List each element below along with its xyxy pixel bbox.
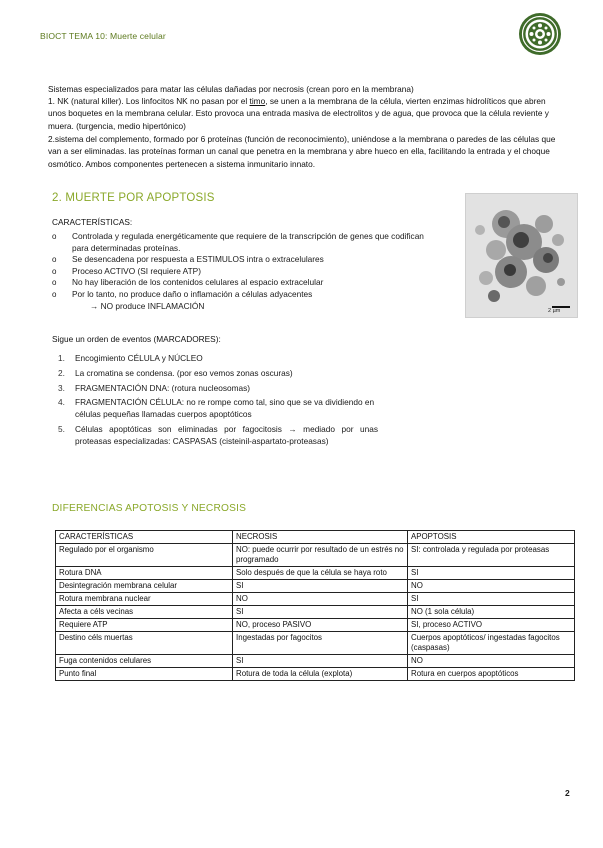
table-cell: NO (1 sola célula) xyxy=(408,606,575,619)
table-cell: Rotura de toda la célula (explota) xyxy=(233,668,408,681)
table-row xyxy=(56,606,575,619)
characteristic-item xyxy=(52,266,440,278)
table-row xyxy=(56,619,575,632)
characteristics-list xyxy=(52,231,440,312)
characteristic-text: Proceso ACTIVO (SI requiere ATP) xyxy=(72,265,201,276)
apoptosis-section-title: 2. MUERTE POR APOPTOSIS xyxy=(52,192,215,204)
table-row xyxy=(56,544,575,567)
bullet-marker: o xyxy=(52,255,57,265)
table-row xyxy=(56,567,575,580)
characteristic-text: No hay liberación de los contenidos celulares al espacio extracelular xyxy=(72,277,324,288)
nk-cells-paragraph xyxy=(48,95,563,132)
marker-number: 1. xyxy=(58,353,65,363)
table-cell: Punto final xyxy=(56,668,233,681)
header-cell: CARACTERÍSTICAS xyxy=(56,531,233,544)
characteristic-item xyxy=(52,289,440,301)
markers-heading: Sigue un orden de eventos (MARCADORES): xyxy=(52,334,221,344)
marker-text: FRAGMENTACIÓN DNA: (rotura nucleosomas) xyxy=(75,382,251,393)
marker-number: 4. xyxy=(58,397,65,408)
marker-text: FRAGMENTACIÓN CÉLULA: no re rompe como tal, sino que se va dividiendo en células pequeñas llamadas cuerpos apoptóticos xyxy=(75,397,375,420)
comparison-table-body xyxy=(56,531,575,681)
table-cell: Destino céls muertas xyxy=(56,632,233,655)
table-cell: Desintegración membrana celular xyxy=(56,580,233,593)
characteristics-heading: CARACTERÍSTICAS: xyxy=(52,217,133,227)
marker-text: La cromatina se condensa. (por eso vemos zonas oscuras) xyxy=(75,367,293,378)
bullet-marker: o xyxy=(52,289,57,299)
table-cell: SI: controlada y regulada por proteasas xyxy=(408,544,575,567)
bullet-marker: o xyxy=(52,278,57,288)
table-cell: NO, proceso PASIVO xyxy=(233,619,408,632)
header-cell: APOPTOSIS xyxy=(408,531,575,544)
table-cell: Requiere ATP xyxy=(56,619,233,632)
header-cell: NECROSIS xyxy=(233,531,408,544)
table-header-row xyxy=(56,531,575,544)
table-cell: Rotura en cuerpos apoptóticos xyxy=(408,668,575,681)
university-seal-icon xyxy=(518,12,562,56)
table-row xyxy=(56,668,575,681)
document-header-title: BIOCT TEMA 10: Muerte celular xyxy=(40,31,166,41)
page-number: 2 xyxy=(565,788,570,798)
table-cell: Fuga contenidos celulares xyxy=(56,655,233,668)
table-row xyxy=(56,655,575,668)
complement-system-paragraph: 2.sistema del complemento, formado por 6 proteínas (función de reconocimiento), uniéndose a la membrana o paredes de las células que van a ser eliminadas. las proteínas forman un canal que penetra en la membrana y abre hueco en ella, facilitando la entrada y el choque osmótico. Ambos componentes pertenecen a sistema inmunitario innato. xyxy=(48,134,556,169)
table-cell: SI, proceso ACTIVO xyxy=(408,619,575,632)
marker-number: 5. xyxy=(58,423,65,434)
characteristic-text: Por lo tanto, no produce daño o inflamación a células adyacentes xyxy=(72,288,313,299)
characteristic-item xyxy=(52,254,440,266)
table-cell: Afecta a céls vecinas xyxy=(56,606,233,619)
no-inflammation-text: → NO produce INFLAMACIÓN xyxy=(90,300,205,311)
necrosis-systems-lead: Sistemas especializados para matar las células dañadas por necrosis (crean poro en la membrana) xyxy=(48,84,414,94)
table-cell: NO xyxy=(408,580,575,593)
characteristic-item xyxy=(52,277,440,289)
table-cell: Rotura membrana nuclear xyxy=(56,593,233,606)
bullet-marker: o xyxy=(52,266,57,276)
marker-item xyxy=(58,424,378,448)
nk-text-start: 1. NK (natural killer). Los linfocitos NK no pasan por el xyxy=(48,96,250,106)
table-cell: Solo después de que la célula se haya roto xyxy=(233,567,408,580)
table-cell: SI xyxy=(233,580,408,593)
timo-underlined-term: timo xyxy=(249,96,266,106)
table-cell: Rotura DNA xyxy=(56,567,233,580)
micrograph-scale-label: 2 µm xyxy=(548,308,561,314)
micrograph-image xyxy=(466,194,577,317)
table-cell: Ingestadas por fagocitos xyxy=(233,632,408,655)
table-cell: NO: puede ocurrir por resultado de un estrés no programado xyxy=(233,544,408,567)
marker-text: Células apoptóticas son eliminadas por fagocitosis → mediado por unas proteasas especializadas: CASPASAS (cisteinil-aspartato-proteasas) xyxy=(75,423,378,446)
bullet-marker: o xyxy=(52,232,57,241)
characteristic-text: Se desencadena por respuesta a ESTIMULOS intra o extracelulares xyxy=(72,254,324,265)
characteristic-item xyxy=(52,231,440,254)
apoptotic-cell-micrograph xyxy=(465,193,578,318)
table-cell: SI xyxy=(408,593,575,606)
marker-number: 2. xyxy=(58,367,65,378)
marker-item xyxy=(58,383,378,395)
marker-number: 3. xyxy=(58,382,65,393)
no-inflammation-note xyxy=(52,301,440,313)
table-cell: NO xyxy=(408,655,575,668)
table-row xyxy=(56,593,575,606)
differences-section-title: DIFERENCIAS APOTOSIS Y NECROSIS xyxy=(52,503,247,514)
table-row xyxy=(56,580,575,593)
table-cell: Cuerpos apoptóticos/ ingestadas fagocitos (caspasas) xyxy=(408,632,575,655)
marker-item xyxy=(58,353,378,365)
table-cell: SI xyxy=(233,655,408,668)
table-cell: Regulado por el organismo xyxy=(56,544,233,567)
apoptosis-necrosis-comparison-table xyxy=(55,530,575,681)
table-cell: SI xyxy=(408,567,575,580)
markers-list xyxy=(58,353,378,448)
marker-item xyxy=(58,397,378,421)
table-row xyxy=(56,632,575,655)
marker-text: Encogimiento CÉLULA y NÚCLEO xyxy=(75,353,203,363)
nk-text-end: , se unen a la membrana de la célula, vierten enzimas hidrolíticos que abren unos boquetes en la membrana celular. Esto provoca una entrada masiva de electrolitos y de agua, que provoca que la célula reviente y muera. (turgencia, medio hipertónico) xyxy=(48,96,549,131)
table-cell: SI xyxy=(233,606,408,619)
characteristic-text: Controlada y regulada energéticamente que requiere de la transcripción de genes que codifican para determinadas proteínas. xyxy=(72,231,424,253)
marker-item xyxy=(58,368,378,380)
table-cell: NO xyxy=(233,593,408,606)
